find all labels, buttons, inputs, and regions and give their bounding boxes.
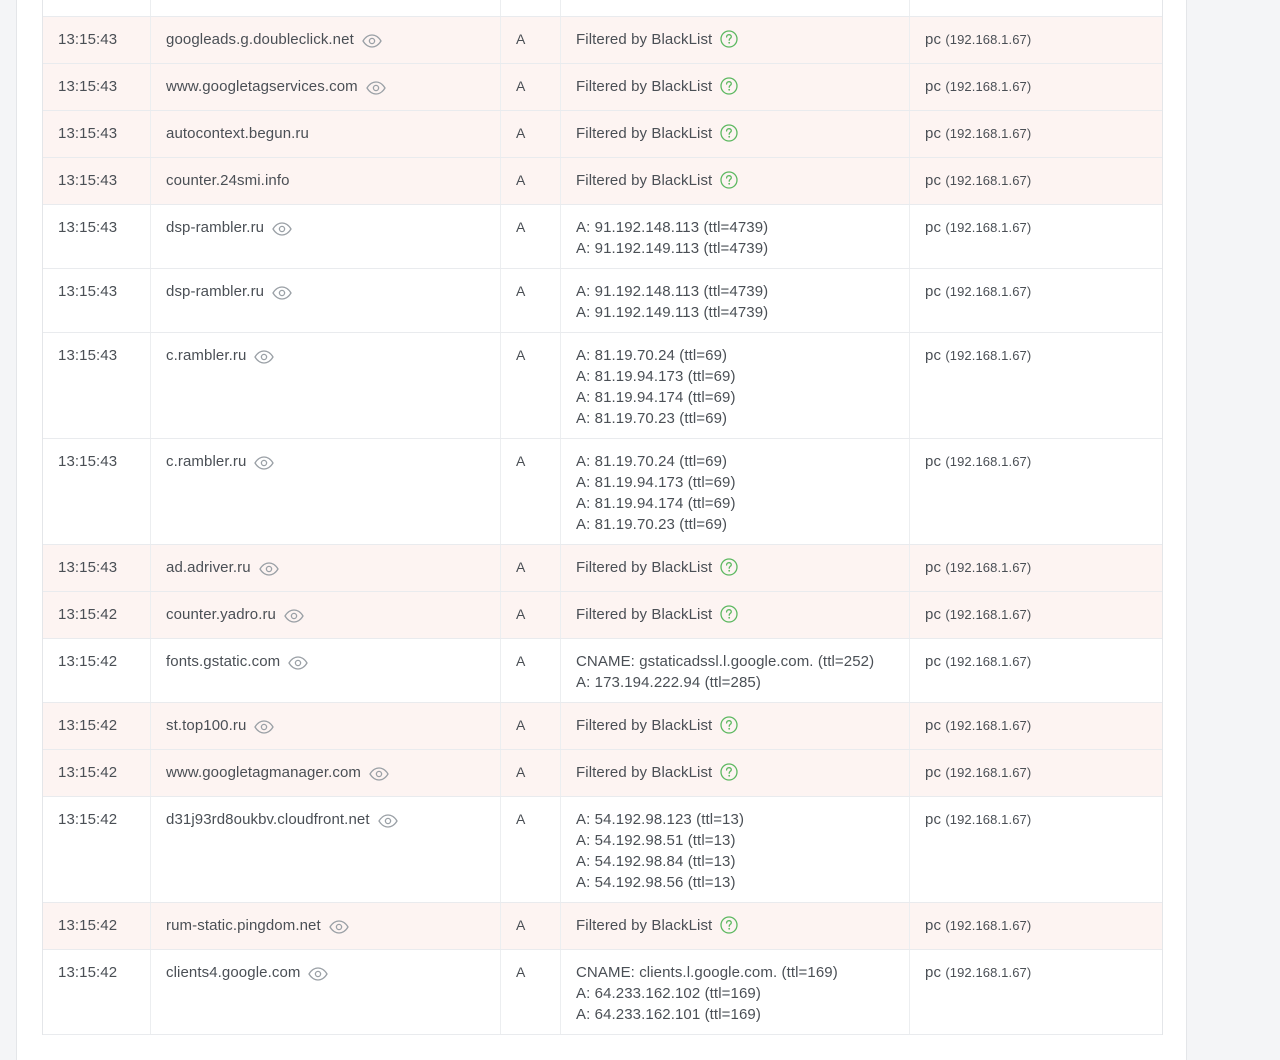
response-text: CNAME: gstaticadssl.l.google.com. (ttl=252) [576,653,875,670]
response-cell [561,0,910,16]
client-cell [910,703,1162,749]
domain-text: rum-static.pingdom.net [166,917,321,934]
client-cell [910,797,1162,902]
time-cell [43,592,151,638]
type-text: A [516,172,526,188]
question-circle-icon[interactable] [720,763,738,781]
type-cell [501,17,561,63]
eye-icon[interactable] [272,285,292,299]
domain-text: www.googletagservices.com [166,78,358,95]
domain-cell [151,158,501,204]
response-text: A: 81.19.70.24 (ttl=69) [576,453,728,470]
time-text: 13:15:42 [58,917,118,934]
eye-icon[interactable] [366,80,386,94]
response-text: A: 91.192.148.113 (ttl=4739) [576,283,769,300]
time-text: 13:15:42 [58,764,118,781]
log-row [43,64,1162,111]
client-cell [910,639,1162,702]
response-cell [561,797,910,902]
response-text: A: 81.19.94.174 (ttl=69) [576,495,736,512]
client-ip: (192.168.1.67) [945,765,1032,780]
type-text: A [516,717,526,733]
response-text: Filtered by BlackList [576,764,713,781]
response-cell [561,269,910,332]
type-cell [501,545,561,591]
client-cell [910,0,1162,16]
domain-text: c.rambler.ru [166,347,247,364]
client-name: pc [925,606,942,623]
domain-cell [151,205,501,268]
question-circle-icon[interactable] [720,30,738,48]
client-name: pc [925,31,942,48]
client-ip: (192.168.1.67) [945,560,1032,575]
filtered-status [576,76,894,97]
log-row [43,703,1162,750]
domain-cell [151,0,501,16]
client-name: pc [925,559,942,576]
client-ip: (192.168.1.67) [945,220,1032,235]
response-record [576,217,894,238]
question-circle-icon[interactable] [720,605,738,623]
response-cell [561,750,910,796]
client-name: pc [925,283,942,300]
domain-cell [151,592,501,638]
response-text: A: 91.192.149.113 (ttl=4739) [576,304,769,321]
response-text: A: 91.192.148.113 (ttl=4739) [576,219,769,236]
response-text: A: 54.192.98.84 (ttl=13) [576,853,736,870]
type-cell [501,158,561,204]
domain-cell [151,950,501,1034]
query-log-table [42,0,1163,1035]
response-cell [561,592,910,638]
client-ip: (192.168.1.67) [945,348,1032,363]
time-text: 13:15:42 [58,606,118,623]
type-text: A [516,125,526,141]
response-text: A: 54.192.98.51 (ttl=13) [576,832,736,849]
client-ip: (192.168.1.67) [945,607,1032,622]
question-circle-icon[interactable] [720,77,738,95]
client-name: pc [925,347,942,364]
log-row [43,903,1162,950]
log-row [43,439,1162,545]
response-record [576,872,894,893]
client-cell [910,545,1162,591]
time-text: 13:15:43 [58,559,118,576]
client-cell [910,903,1162,949]
domain-cell [151,64,501,110]
type-cell [501,0,561,16]
client-ip: (192.168.1.67) [945,126,1032,141]
client-name: pc [925,811,942,828]
filtered-status [576,604,894,625]
eye-icon[interactable] [362,33,382,47]
type-text: A [516,559,526,575]
response-record [576,238,894,259]
type-cell [501,269,561,332]
type-cell [501,950,561,1034]
response-cell [561,639,910,702]
type-text: A [516,964,526,980]
client-name: pc [925,964,942,981]
type-cell [501,439,561,544]
domain-cell [151,439,501,544]
response-text: A: 54.192.98.123 (ttl=13) [576,811,745,828]
filtered-status [576,29,894,50]
client-cell [910,333,1162,438]
client-cell [910,111,1162,157]
type-text: A [516,811,526,827]
domain-text: c.rambler.ru [166,453,247,470]
time-text: 13:15:43 [58,125,118,142]
domain-text: autocontext.begun.ru [166,125,309,142]
response-cell [561,903,910,949]
type-cell [501,903,561,949]
client-name: pc [925,453,942,470]
client-ip: (192.168.1.67) [945,718,1032,733]
response-text: A: 54.192.98.56 (ttl=13) [576,874,736,891]
response-record [576,672,894,693]
domain-cell [151,903,501,949]
time-cell [43,158,151,204]
question-circle-icon[interactable] [720,716,738,734]
type-cell [501,703,561,749]
response-text: Filtered by BlackList [576,559,713,576]
client-ip: (192.168.1.67) [945,654,1032,669]
domain-text: counter.yadro.ru [166,606,276,623]
eye-icon[interactable] [378,813,398,827]
client-cell [910,158,1162,204]
log-row [43,17,1162,64]
client-name: pc [925,125,942,142]
eye-icon[interactable] [272,221,292,235]
filtered-status [576,915,894,936]
response-text: A: 173.194.222.94 (ttl=285) [576,674,761,691]
time-cell [43,17,151,63]
client-name: pc [925,172,942,189]
response-cell [561,439,910,544]
response-record [576,651,894,672]
time-cell [43,0,151,16]
response-text: A: 81.19.70.23 (ttl=69) [576,410,728,427]
time-text: 13:15:43 [58,453,118,470]
time-text: 13:15:43 [58,172,118,189]
response-text: A: 81.19.94.173 (ttl=69) [576,474,736,491]
log-row [43,750,1162,797]
type-text: A [516,653,526,669]
response-record [576,1004,894,1025]
type-cell [501,333,561,438]
domain-cell [151,17,501,63]
response-cell [561,205,910,268]
type-cell [501,797,561,902]
client-name: pc [925,764,942,781]
response-text: Filtered by BlackList [576,606,713,623]
client-cell [910,17,1162,63]
time-cell [43,703,151,749]
response-text: A: 81.19.70.24 (ttl=69) [576,347,728,364]
time-cell [43,439,151,544]
eye-icon[interactable] [259,561,279,575]
time-cell [43,333,151,438]
domain-cell [151,639,501,702]
log-row [43,333,1162,439]
response-cell [561,64,910,110]
response-text: A: 81.19.70.23 (ttl=69) [576,516,728,533]
time-cell [43,205,151,268]
log-row [43,592,1162,639]
response-text: A: 91.192.149.113 (ttl=4739) [576,240,769,257]
log-row [43,797,1162,903]
response-record [576,408,894,429]
response-record [576,851,894,872]
time-text: 13:15:42 [58,811,118,828]
client-cell [910,592,1162,638]
domain-text: googleads.g.doubleclick.net [166,31,354,48]
log-row [43,269,1162,333]
response-text: Filtered by BlackList [576,717,713,734]
response-record [576,493,894,514]
response-record [576,281,894,302]
client-ip: (192.168.1.67) [945,918,1032,933]
response-cell [561,703,910,749]
client-name: pc [925,219,942,236]
response-text: CNAME: clients.l.google.com. (ttl=169) [576,964,838,981]
client-cell [910,205,1162,268]
client-name: pc [925,917,942,934]
type-text: A [516,453,526,469]
response-text: Filtered by BlackList [576,172,713,189]
time-cell [43,797,151,902]
response-record [576,451,894,472]
eye-icon[interactable] [288,655,308,669]
domain-text: d31j93rd8oukbv.cloudfront.net [166,811,370,828]
domain-text: www.googletagmanager.com [166,764,362,781]
time-cell [43,750,151,796]
domain-cell [151,750,501,796]
time-cell [43,64,151,110]
response-record [576,302,894,323]
response-record [576,345,894,366]
filtered-status [576,715,894,736]
client-ip: (192.168.1.67) [945,284,1032,299]
client-ip: (192.168.1.67) [945,454,1032,469]
response-cell [561,950,910,1034]
client-ip: (192.168.1.67) [945,965,1032,980]
time-text: 13:15:43 [58,283,118,300]
response-text: A: 64.233.162.102 (ttl=169) [576,985,761,1002]
eye-icon[interactable] [254,455,274,469]
response-text: A: 64.233.162.101 (ttl=169) [576,1006,761,1023]
domain-text: ad.adriver.ru [166,559,251,576]
log-row [43,111,1162,158]
type-text: A [516,219,526,235]
response-record [576,962,894,983]
time-text: 13:15:42 [58,964,118,981]
type-text: A [516,764,526,780]
domain-cell [151,333,501,438]
type-cell [501,111,561,157]
client-name: pc [925,717,942,734]
domain-cell [151,797,501,902]
response-cell [561,158,910,204]
filtered-status [576,123,894,144]
response-text: Filtered by BlackList [576,31,713,48]
question-circle-icon[interactable] [720,171,738,189]
response-text: A: 81.19.94.174 (ttl=69) [576,389,736,406]
type-cell [501,205,561,268]
response-cell [561,17,910,63]
response-text: Filtered by BlackList [576,78,713,95]
type-text: A [516,347,526,363]
response-text: A: 81.19.94.173 (ttl=69) [576,368,736,385]
response-record [576,387,894,408]
type-cell [501,64,561,110]
time-cell [43,903,151,949]
log-row [43,205,1162,269]
time-text: 13:15:42 [58,717,118,734]
domain-cell [151,269,501,332]
domain-text: dsp-rambler.ru [166,283,265,300]
eye-icon[interactable] [254,349,274,363]
domain-cell [151,703,501,749]
domain-text: dsp-rambler.ru [166,219,265,236]
log-row [43,950,1162,1035]
type-text: A [516,283,526,299]
domain-cell [151,545,501,591]
client-cell [910,950,1162,1034]
time-cell [43,111,151,157]
question-circle-icon[interactable] [720,124,738,142]
response-record [576,514,894,535]
response-cell [561,545,910,591]
type-cell [501,639,561,702]
client-cell [910,439,1162,544]
type-cell [501,750,561,796]
client-cell [910,750,1162,796]
log-row [43,158,1162,205]
type-text: A [516,917,526,933]
client-cell [910,269,1162,332]
eye-icon[interactable] [254,719,274,733]
response-cell [561,111,910,157]
client-ip: (192.168.1.67) [945,32,1032,47]
domain-text: clients4.google.com [166,964,301,981]
time-text: 13:15:43 [58,347,118,364]
time-cell [43,269,151,332]
eye-icon[interactable] [369,766,389,780]
question-circle-icon[interactable] [720,558,738,576]
response-text: Filtered by BlackList [576,125,713,142]
response-record [576,366,894,387]
log-row [43,0,1162,17]
question-circle-icon[interactable] [720,916,738,934]
type-text: A [516,78,526,94]
client-name: pc [925,653,942,670]
eye-icon[interactable] [329,919,349,933]
type-cell [501,592,561,638]
client-name: pc [925,78,942,95]
time-cell [43,545,151,591]
domain-cell [151,111,501,157]
response-record [576,983,894,1004]
client-cell [910,64,1162,110]
log-row [43,639,1162,703]
domain-text: counter.24smi.info [166,172,290,189]
time-text: 13:15:42 [58,653,118,670]
client-ip: (192.168.1.67) [945,812,1032,827]
eye-icon[interactable] [308,966,328,980]
filtered-status [576,762,894,783]
client-ip: (192.168.1.67) [945,79,1032,94]
type-text: A [516,606,526,622]
response-record [576,830,894,851]
eye-icon[interactable] [284,608,304,622]
filtered-status [576,170,894,191]
time-cell [43,639,151,702]
response-record [576,472,894,493]
domain-text: fonts.gstatic.com [166,653,281,670]
time-cell [43,950,151,1034]
time-text: 13:15:43 [58,219,118,236]
response-cell [561,333,910,438]
time-text: 13:15:43 [58,78,118,95]
time-text: 13:15:43 [58,31,118,48]
log-row [43,545,1162,592]
client-ip: (192.168.1.67) [945,173,1032,188]
type-text: A [516,31,526,47]
filtered-status [576,557,894,578]
domain-text: st.top100.ru [166,717,247,734]
response-text: Filtered by BlackList [576,917,713,934]
response-record [576,809,894,830]
